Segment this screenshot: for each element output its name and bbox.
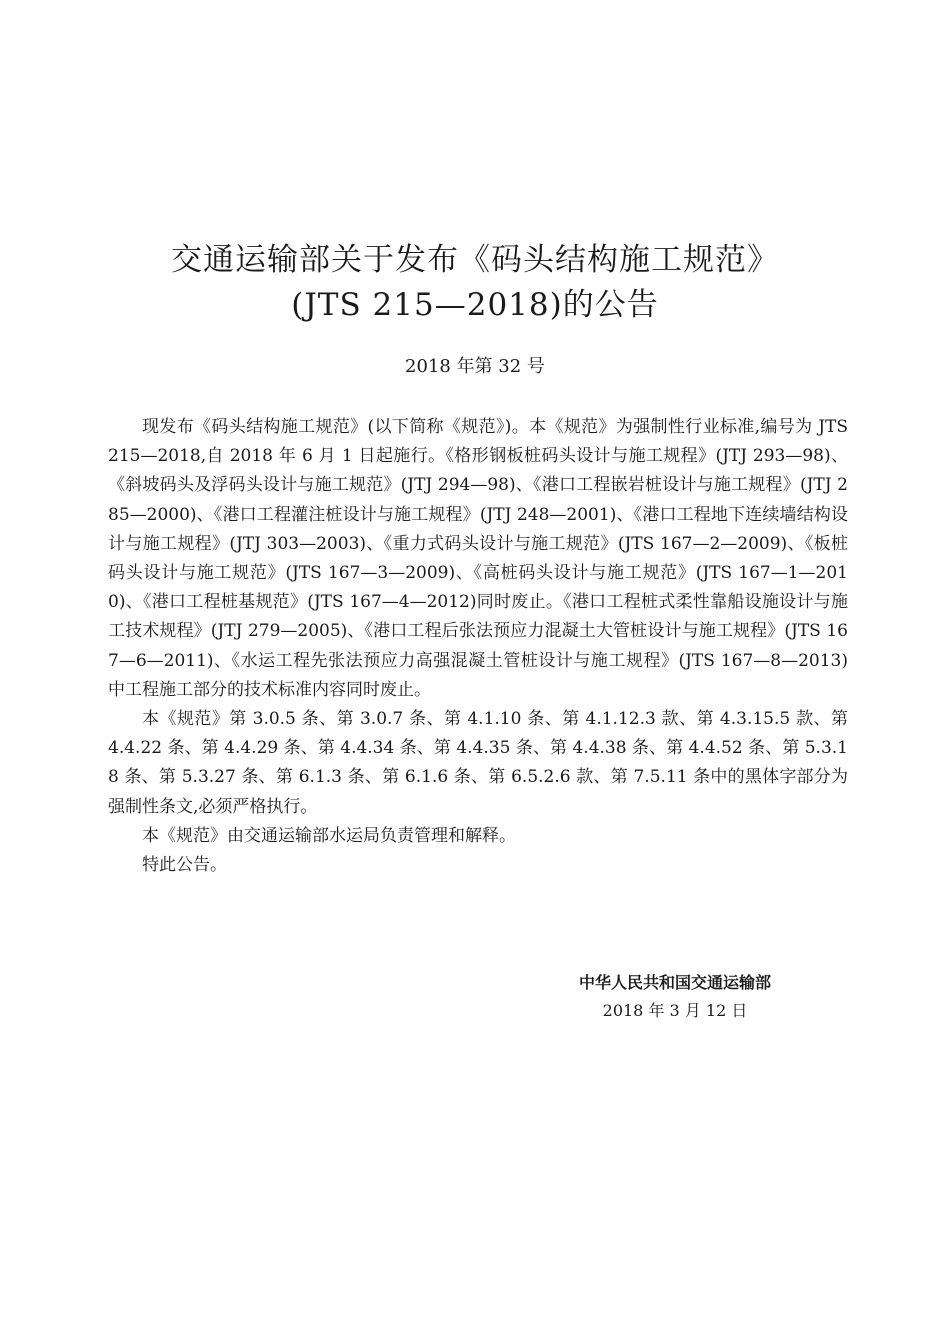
announcement-number: 2018 年第 32 号 (405, 356, 545, 377)
body-paragraph: 特此公告。 (142, 855, 227, 876)
announcement-title-line-1: 交通运输部关于发布《码头结构施工规范》 (171, 242, 779, 278)
body-paragraph: 本《规范》由交通运输部水运局负责管理和解释。 (142, 825, 516, 846)
announcement-title-line-2: (JTS 215—2018)的公告 (291, 287, 659, 323)
body-paragraph: 现发布《码头结构施工规范》(以下简称《规范》)。本《规范》为强制性行业标准,编号为 JTS 215—2018,自 2018 年 6 月 1 日起施行。《格形钢板桩码头设计与施工规程》(JTJ 293—98)、《斜坡码头及浮码头设计与施工规范》(JTJ 294—98)、《港口工程嵌岩桩设计与施工规程》(JTJ 285—2000)、《港口工程灌注桩设计与施工规程》(JTJ 248—2001)、《港口工程地下连续墙结构设计与施工规程》(JTJ 303—2003)、《重力式码头设计与施工规范》(JTS 167—2—2009)、《板桩码头设计与施工规范》(JTS 167—3—2009)、《高桩码头设计与施工规范》(JTS 167—1—2010)、《港口工程桩基规范》(JTS 167—4—2012)同时废止。《港口工程桩式柔性靠船设施设计与施工技术规程》(JTJ 279—2005)、《港口工程后张法预应力混凝土大管桩设计与施工规程》(JTS 167—6—2011)、《水运工程先张法预应力高强混凝土管桩设计与施工规程》(JTS 167—8—2013)中工程施工部分的技术标准内容同时废止。 (108, 417, 849, 700)
signature-organization: 中华人民共和国交通运输部 (578, 973, 771, 992)
announcement-body (108, 413, 848, 880)
signature-date: 2018 年 3 月 12 日 (602, 1001, 748, 1020)
body-paragraph: 本《规范》第 3.0.5 条、第 3.0.7 条、第 4.1.10 条、第 4.1.12.3 款、第 4.3.15.5 款、第 4.4.22 条、第 4.4.29 条、第 4.4.34 条、第 4.4.35 条、第 4.4.38 条、第 4.4.52 条、第 5.3.18 条、第 5.3.27 条、第 6.1.3 条、第 6.1.6 条、第 6.5.2.6 款、第 7.5.11 条中的黑体字部分为强制性条文,必须严格执行。 (108, 709, 848, 817)
